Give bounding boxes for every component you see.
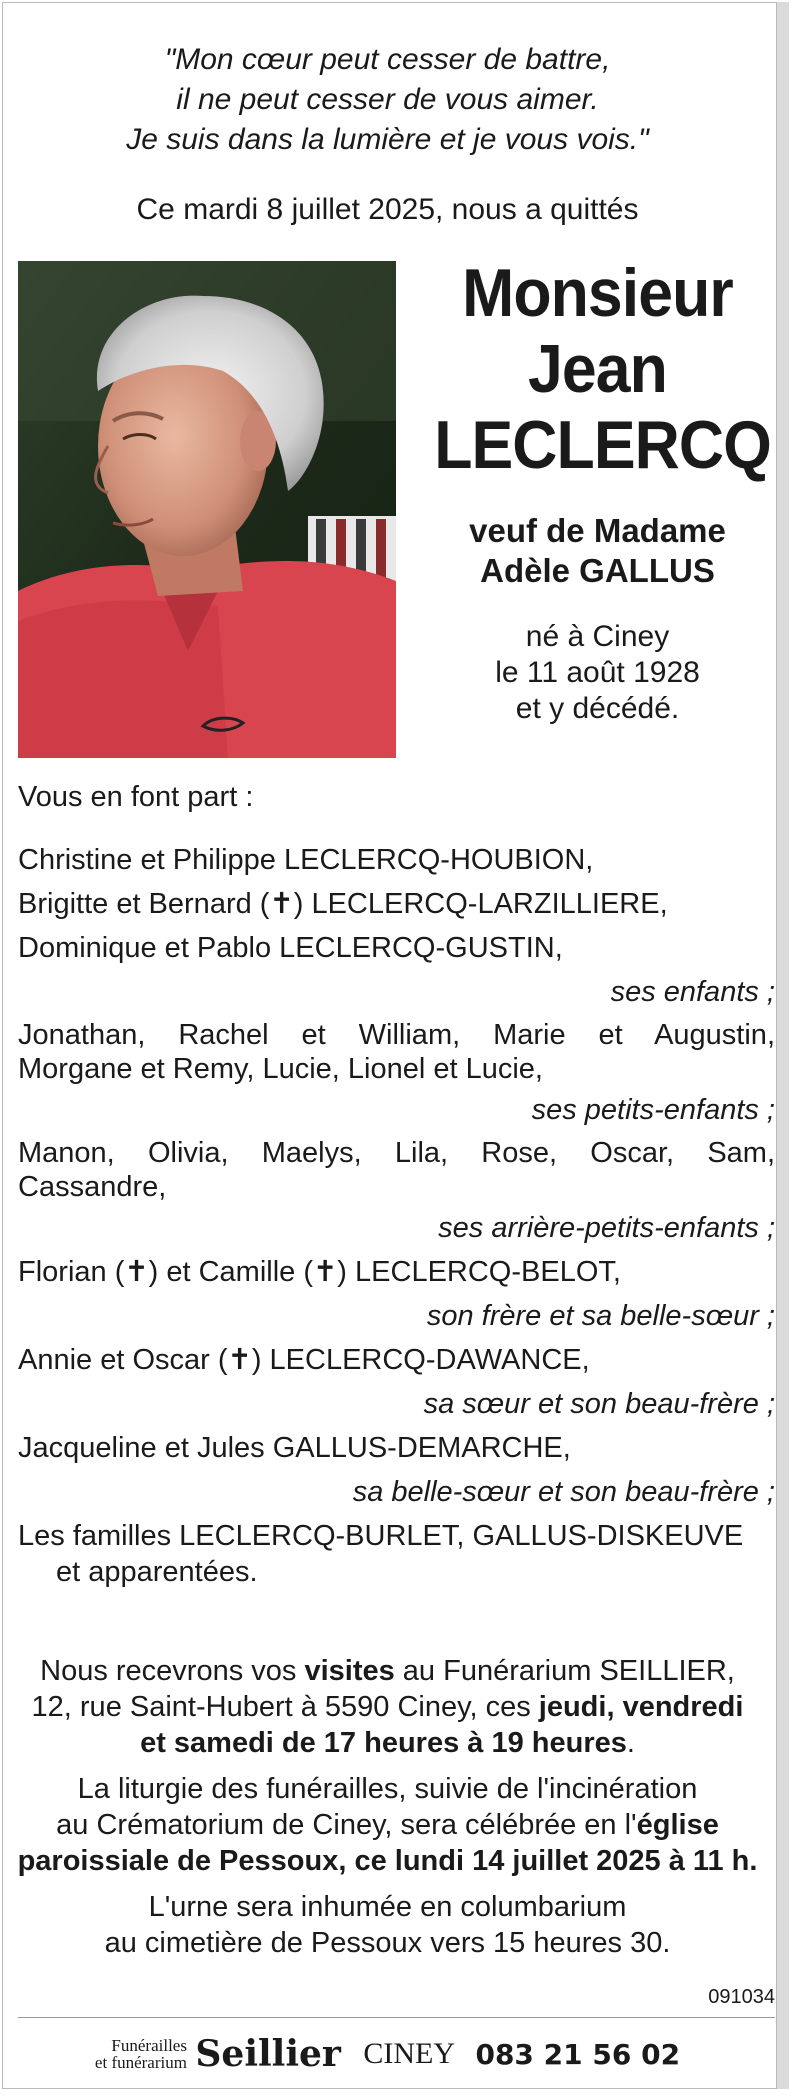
family-line: Jonathan, Rachel et William, Marie et Augustin, [18,1019,775,1051]
widow-line: Adèle GALLUS [480,552,715,589]
text-run: au cimetière de Pessoux vers 15 heures 30. [104,1927,671,1959]
text-run: . [626,1727,635,1759]
birth-info [420,619,775,727]
epitaph-quote [0,40,775,160]
family-line: Cassandre, [18,1171,167,1203]
deceased-name-block [420,255,775,727]
death-date-intro: Ce mardi 8 juillet 2025, nous a quittés [136,193,639,226]
text-run: La liturgie des funérailles, suivie de l'incinération [77,1773,698,1805]
text-run-bold: visites [304,1655,395,1687]
family-line: Brigitte et Bernard (✝) LECLERCQ-LARZILLIERE, [18,888,668,920]
footer-phone: 083 21 56 02 [475,2037,681,2071]
funeral-home-brand: Seillier [195,2033,341,2075]
visits-paragraph [0,1653,775,1761]
relation-label: son frère et sa belle-sœur ; [426,1300,775,1332]
text-run: 12, rue Saint-Hubert à 5590 Ciney, ces [31,1691,539,1723]
footer-divider [18,2017,775,2018]
widow-info [420,511,775,591]
quote-line: il ne peut cesser de vous aimer. [176,83,599,116]
relation-label: sa belle-sœur et son beau-frère ; [352,1476,775,1508]
text-run-bold: église [636,1809,719,1841]
text-run: L'urne sera inhumée en columbarium [148,1891,627,1923]
liturgy-paragraph [0,1771,775,1879]
relation-label: sa sœur et son beau-frère ; [423,1388,775,1420]
title: Monsieur [462,255,733,331]
page-edge-bar [777,2,789,2089]
family-line: Jacqueline et Jules GALLUS-DEMARCHE, [18,1432,571,1464]
visitation-info [0,1653,775,1971]
funeral-home-footer [0,2033,775,2078]
family-line: Dominique et Pablo LECLERCQ-GUSTIN, [18,932,563,964]
tagline-line: et funérarium [94,2053,187,2072]
reference-number: 091034 [708,1986,775,2008]
urn-paragraph [0,1889,775,1961]
family-line: Manon, Olivia, Maelys, Lila, Rose, Oscar, Sam, [18,1137,775,1169]
widow-line: veuf de Madame [469,512,726,549]
family-list [18,838,775,1590]
family-line: et apparentées. [56,1556,258,1588]
quote-line: Je suis dans la lumière et je vous vois." [126,123,649,156]
text-run: Nous recevrons vos [40,1655,305,1687]
announce-label: Vous en font part : [18,781,254,813]
text-run-bold: paroissiale de Pessoux, ce lundi 14 juillet 2025 à 11 h. [17,1845,758,1877]
family-line: Florian (✝) et Camille (✝) LECLERCQ-BELOT, [18,1256,621,1288]
relation-label: ses arrière-petits-enfants ; [438,1212,775,1244]
text-run-bold: jeudi, vendredi [538,1691,744,1723]
footer-tagline [95,2037,187,2071]
born-line: le 11 août 1928 [495,656,700,689]
text-run: au Crématorium de Ciney, sera célébrée en l' [56,1809,637,1841]
portrait-photo [18,261,396,758]
text-run-bold: et samedi de 17 heures à 19 heures [140,1727,627,1759]
tagline-line: Funérailles [111,2036,187,2055]
text-run: au Funérarium SEILLIER, [394,1655,735,1687]
born-line: et y décédé. [515,692,680,725]
relation-label: ses enfants ; [610,976,775,1008]
family-line: Annie et Oscar (✝) LECLERCQ-DAWANCE, [18,1344,590,1376]
relation-label: ses petits-enfants ; [531,1094,775,1126]
family-line: Les familles LECLERCQ-BURLET, GALLUS-DISKEUVE [18,1520,744,1552]
first-name: Jean [528,331,667,407]
last-name: LECLERCQ [434,407,771,483]
footer-city: CINEY [363,2037,456,2070]
quote-line: "Mon cœur peut cesser de battre, [164,43,611,76]
family-line: Morgane et Remy, Lucie, Lionel et Lucie, [18,1053,543,1085]
born-line: né à Ciney [525,620,670,653]
family-line: Christine et Philippe LECLERCQ-HOUBION, [18,844,594,876]
